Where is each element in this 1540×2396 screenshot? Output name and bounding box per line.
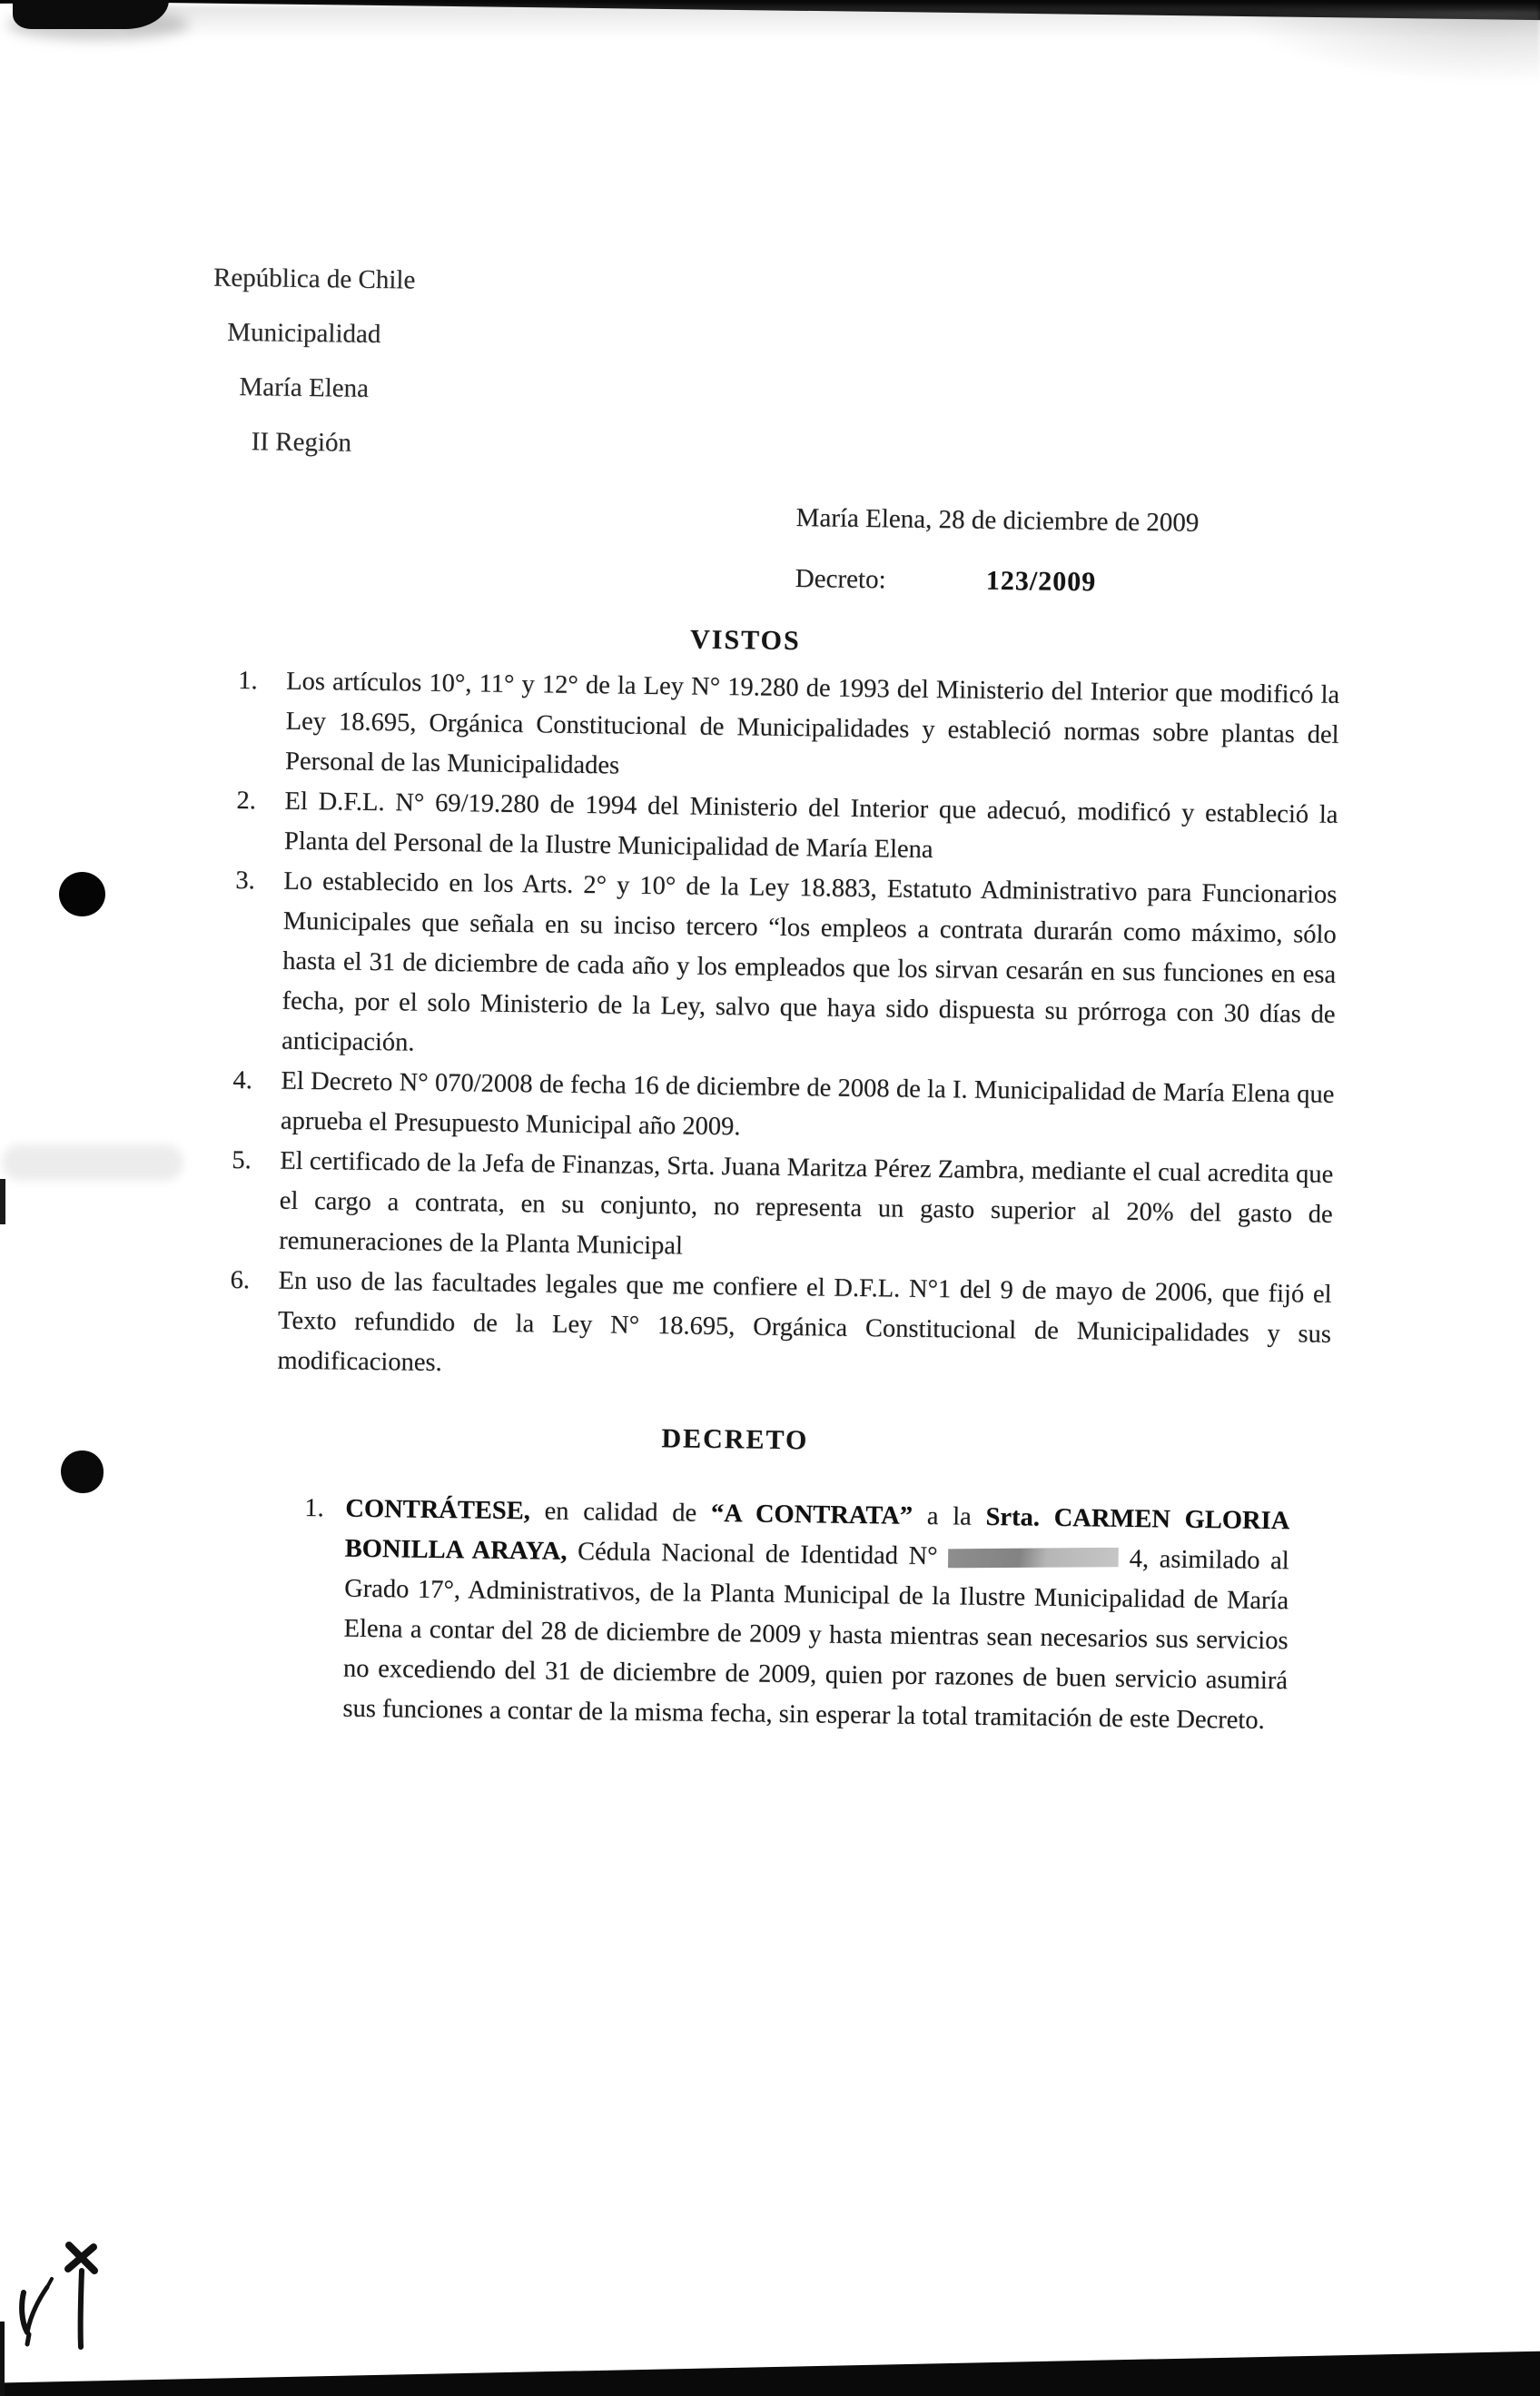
letterhead-line: Municipalidad [227,317,381,350]
item-number: 1. [238,667,258,696]
letterhead-line: II Región [251,427,352,458]
vistos-list [229,661,1339,1395]
vistos-item [231,1141,1334,1275]
vistos-heading: VISTOS [689,624,801,657]
decreto-list [301,1489,1289,1741]
redaction-bar [948,1545,1119,1569]
pen-marks [7,2227,107,2354]
segment-bold: CONTRÁTESE, [345,1494,531,1526]
item-text: El D.F.L. N° 69/19.280 de 1994 del Ministerio del Interior que adecuó, modificó y estableció la Planta del Personal de la Ilustre Municipalidad de María Elena [283,787,1338,865]
decreto-item [301,1489,1289,1741]
vistos-item [236,781,1338,876]
scan-edge-bottom [0,2345,1540,2396]
segment-bold: “A CONTRATA” [710,1499,913,1530]
decree-number: 123/2009 [985,565,1097,598]
item-text: Lo establecido en los Arts. 2° y 10° de la Ley 18.883, Estatuto Administrativo para Funcionarios Municipales que señala en su inciso tercero “los empleos a contrata durarán como máximo, sólo hasta el 31 de diciembre de cada año y los empleados que los sirvan cesarán en sus funciones en esa fecha, por el solo Ministerio de la Ley, salvo que haya sido dispuesta su prórroga con 30 días de anticipación. [281,866,1338,1057]
item-number: 1. [304,1494,324,1523]
segment: en calidad de [529,1497,712,1528]
item-text [342,1490,1289,1742]
item-number: 5. [232,1145,252,1175]
item-text: El certificado de la Jefa de Finanzas, Srta. Juana Maritza Pérez Zambra, mediante el cual acredita que el cargo a contrata, en su conjunto, no representa un gasto superior al 20% del gasto de remuneraciones de la Planta Municipal [278,1146,1334,1261]
segment: Cédula Nacional de Identidad N° [567,1537,949,1571]
item-number: 4. [232,1065,253,1095]
scan-edge-bottom-left [0,2322,5,2396]
dateline: María Elena, 28 de diciembre de 2009 [795,503,1199,538]
decreto-heading: DECRETO [661,1423,809,1456]
segment: 4, asimilado al Grado 17°, Administrativos, de la Planta Municipal de la Ilustre Municipalidad de María Elena a contar del 28 de diciembre de 2009 y hasta mientras sean necesarios sus servicios no excediendo del 31 de diciembre de 2009, quien por razones de buen servicio asumirá sus funciones a contar de la misma fecha, sin esperar la total tramitación de este Decreto. [342,1544,1289,1735]
segment: a la [912,1501,986,1531]
letterhead-line: República de Chile [212,262,416,295]
vistos-item [229,1261,1332,1395]
item-text: El Decreto N° 070/2008 de fecha 16 de diciembre de 2008 de la I. Municipalidad de María Elena que aprueba el Presupuesto Municipal año 2009. [280,1066,1335,1142]
item-number: 6. [230,1265,251,1295]
segment-bold: Srta. CARMEN GLORIA BONILLA ARAYA, [344,1502,1290,1566]
vistos-item [233,861,1338,1075]
item-text: En uso de las facultades legales que me confiere el D.F.L. N°1 del 9 de mayo de 2006, que fijó el Texto refundido de la Ley N° 18.695, Orgánica Constitucional de Municipalidades y sus modificaciones. [277,1266,1332,1378]
item-text: Los artículos 10°, 11° y 12° de la Ley N° 19.280 de 1993 del Ministerio del Interior que modificó la Ley 18.695, Orgánica Constitucional de Municipalidades y estableció normas sobre plantas del Personal de las Municipalidades [284,667,1340,780]
letterhead-line: María Elena [239,372,370,403]
decree-number-row [795,565,1540,602]
item-number: 2. [236,787,257,816]
vistos-item [232,1061,1335,1155]
vistos-item [237,661,1340,796]
item-number: 3. [235,866,255,896]
letterhead [4,0,1540,472]
decree-label: Decreto: [795,564,886,595]
